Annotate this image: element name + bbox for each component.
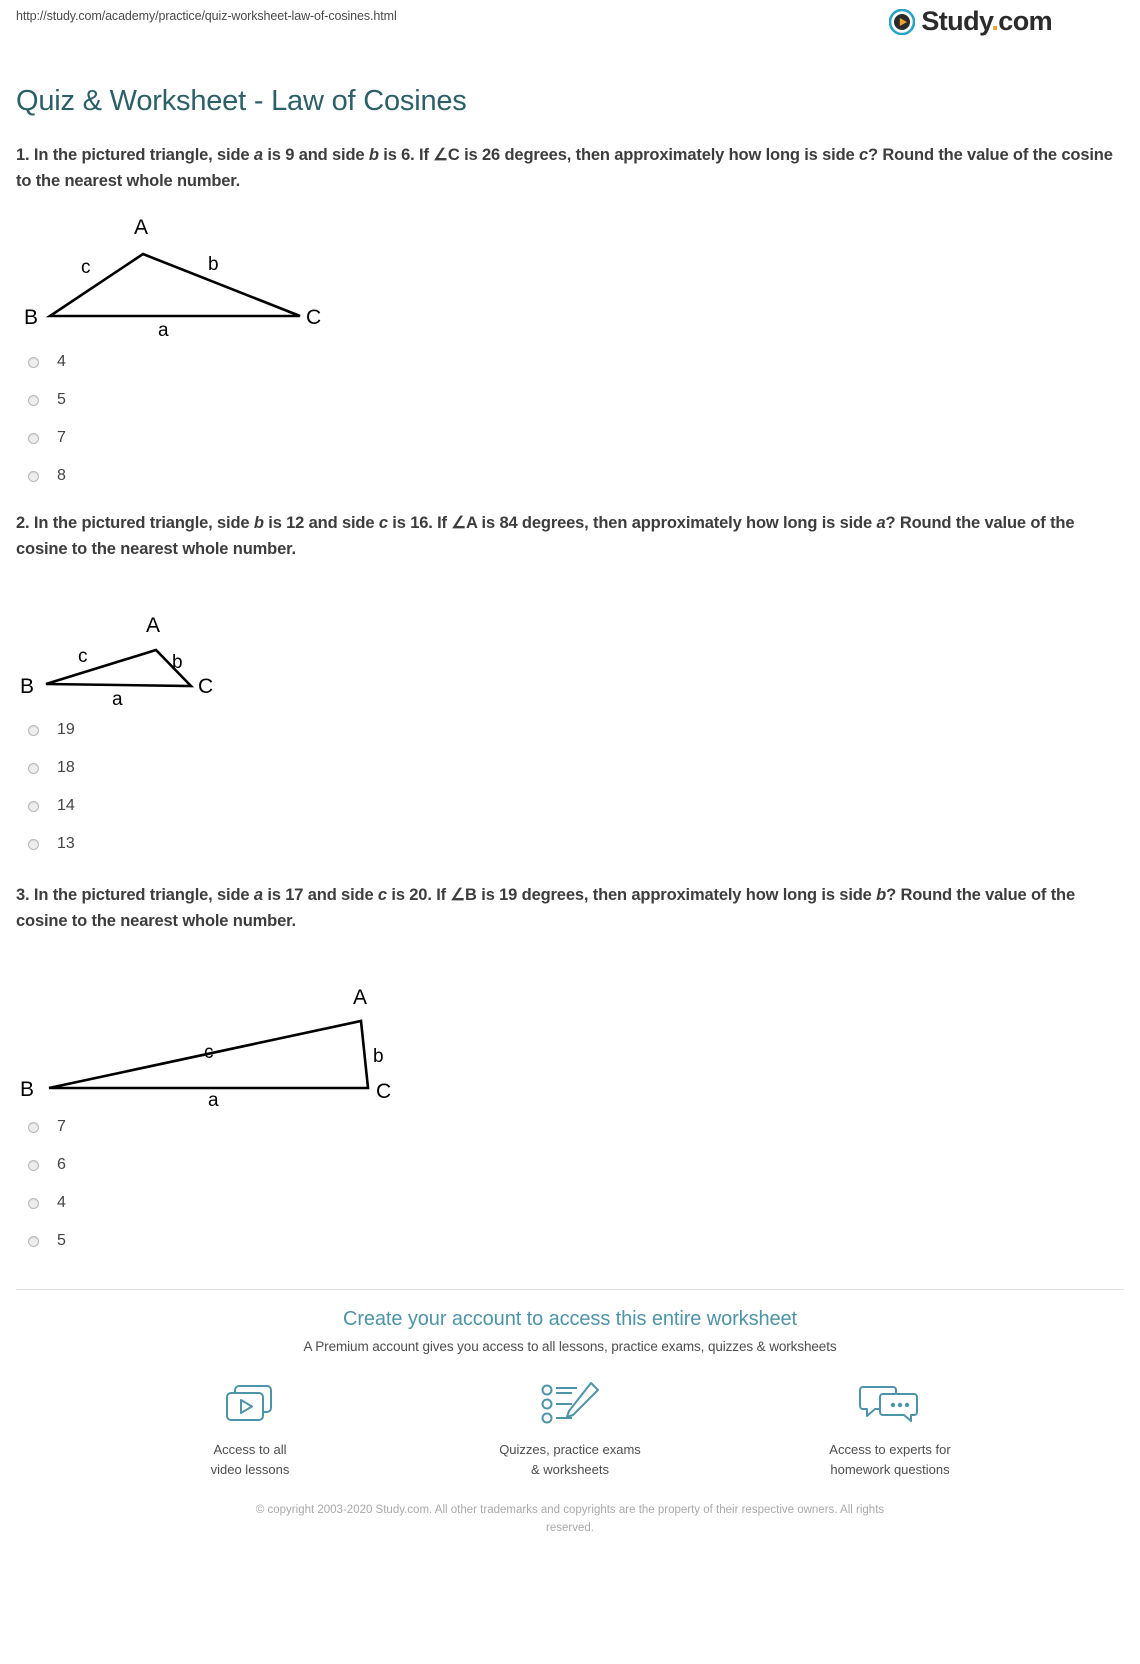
triangle-2-label-B: B [20, 675, 35, 699]
promo-subtitle: A Premium account gives you access to all lessons, practice exams, quizzes & worksheets [303, 1339, 837, 1354]
option-label: 5 [57, 1232, 66, 1250]
question-2-var-b: b [253, 514, 264, 532]
video-player-icon [155, 1378, 345, 1430]
question-3-number: 3. [16, 886, 30, 904]
triangle-3-label-C: C [376, 1080, 392, 1104]
study-com-logo [889, 8, 1052, 35]
radio-button[interactable] [28, 1236, 39, 1247]
question-1-number: 1. [16, 146, 30, 164]
copyright-notice [0, 1502, 1140, 1538]
triangle-3-label-B: B [20, 1078, 35, 1102]
question-1-text [16, 143, 1124, 194]
option-row[interactable] [16, 457, 1124, 495]
radio-button[interactable] [28, 357, 39, 368]
triangle-3-side-c: c [204, 1042, 214, 1064]
question-3-var-c: c [377, 886, 387, 904]
play-circle-icon [889, 9, 915, 35]
option-label: 7 [57, 429, 66, 447]
question-2-line2: Round the value of the cosine to the nearest whole number. [16, 514, 1075, 558]
option-label: 13 [57, 835, 75, 853]
question-1-var-c: c [859, 146, 869, 164]
triangle-1-label-B: B [24, 306, 39, 330]
option-row[interactable] [16, 825, 1124, 863]
brand-name: Study [921, 6, 992, 36]
triangle-1-side-b: b [208, 254, 219, 276]
question-2-number: 2. [16, 514, 30, 532]
feature-label [155, 1440, 345, 1479]
triangle-2-label-A: A [146, 614, 161, 638]
question-1-options [16, 343, 1124, 495]
triangle-diagram-3 [16, 946, 1124, 1106]
copyright-line-1: © copyright 2003-2020 Study.com. All other trademarks and copyrights are the property of their respective owners. All rights [255, 1504, 885, 1516]
option-label: 19 [57, 721, 75, 739]
question-2-var-a: a [876, 514, 886, 532]
question-3-line1-mid1: is 17 and side [262, 886, 378, 904]
question-block-3 [16, 883, 1124, 1260]
option-row[interactable] [16, 343, 1124, 381]
feature-label-line2: video lessons [210, 1461, 290, 1477]
feature-label-line1: Access to all [213, 1442, 287, 1457]
radio-button[interactable] [28, 1122, 39, 1133]
question-2-line1-mid1: is 12 and side [263, 514, 379, 532]
triangle-1-side-a: a [158, 320, 169, 339]
question-1-line1-pre: In the pictured triangle, side [33, 146, 254, 164]
triangle-1-label-C: C [306, 306, 322, 330]
feature-video-lessons [155, 1378, 345, 1479]
question-2-line1-pre: In the pictured triangle, side [33, 514, 254, 532]
triangle-2-side-b: b [172, 652, 183, 674]
option-row[interactable] [16, 1146, 1124, 1184]
option-row[interactable] [16, 711, 1124, 749]
question-3-line1-end: ? [886, 886, 897, 904]
option-label: 4 [57, 353, 66, 371]
footer-divider [16, 1289, 1124, 1290]
option-label: 18 [57, 759, 75, 777]
promo-title[interactable]: Create your account to access this entire worksheet [342, 1308, 797, 1330]
triangle-2-side-c: c [78, 646, 88, 668]
feature-label-line1: Access to experts for [829, 1442, 951, 1457]
radio-button[interactable] [28, 763, 39, 774]
chat-bubble-icon [795, 1378, 985, 1430]
option-label: 5 [57, 391, 66, 409]
question-block-2 [16, 511, 1124, 863]
triangle-diagram-1 [16, 206, 1124, 338]
promo-section [0, 1308, 1140, 1354]
option-row[interactable] [16, 1184, 1124, 1222]
option-label: 14 [57, 797, 75, 815]
option-row[interactable] [16, 1222, 1124, 1260]
page-title: Quiz & Worksheet - Law of Cosines [16, 85, 467, 118]
feature-label [795, 1440, 985, 1479]
option-row[interactable] [16, 419, 1124, 457]
feature-label-line2: homework questions [830, 1461, 950, 1477]
triangle-2-label-C: C [198, 675, 214, 699]
radio-button[interactable] [28, 1160, 39, 1171]
radio-button[interactable] [28, 395, 39, 406]
question-2-line1-mid2: is 16. If ∠A is 84 degrees, then approximately how long is side [387, 514, 877, 532]
question-1-line1-end: ? [868, 146, 878, 164]
radio-button[interactable] [28, 725, 39, 736]
option-label: 7 [57, 1118, 66, 1136]
option-label: 8 [57, 467, 66, 485]
triangle-3-side-b: b [373, 1046, 384, 1068]
feature-label-line2: & worksheets [530, 1461, 610, 1477]
option-label: 4 [57, 1194, 66, 1212]
brand-dot: . [991, 6, 999, 36]
triangle-1-side-c: c [81, 257, 91, 279]
question-1-line2: Round the value of the cosine to the nearest whole number. [16, 146, 1113, 190]
question-2-line1-end: ? [885, 514, 896, 532]
brand-wordmark [921, 8, 1052, 35]
triangle-2-side-a: a [112, 689, 123, 707]
promo-features [0, 1378, 1140, 1479]
brand-tld: com [998, 6, 1052, 36]
radio-button[interactable] [28, 1198, 39, 1209]
triangle-1-label-A: A [134, 216, 149, 240]
question-3-line1-mid2: is 20. If ∠B is 19 degrees, then approximately how long is side [386, 886, 877, 904]
option-row[interactable] [16, 787, 1124, 825]
feature-label [475, 1440, 665, 1479]
question-3-text [16, 883, 1124, 934]
option-row[interactable] [16, 381, 1124, 419]
triangle-3-label-A: A [353, 986, 368, 1010]
quiz-pencil-icon [475, 1378, 665, 1430]
question-1-line1-mid1: is 9 and side [262, 146, 369, 164]
radio-button[interactable] [28, 839, 39, 850]
option-row[interactable] [16, 749, 1124, 787]
question-2-text [16, 511, 1124, 562]
option-label: 6 [57, 1156, 66, 1174]
triangle-3-side-a: a [208, 1090, 219, 1107]
question-1-line1-mid2: is 6. If ∠C is 26 degrees, then approximately how long is side [378, 146, 859, 164]
question-block-1 [16, 143, 1124, 495]
question-2-var-c: c [378, 514, 388, 532]
question-2-options [16, 711, 1124, 863]
radio-button[interactable] [28, 471, 39, 482]
feature-label-line1: Quizzes, practice exams [499, 1442, 641, 1457]
question-3-line1-pre: In the pictured triangle, side [33, 886, 254, 904]
option-row[interactable] [16, 1108, 1124, 1146]
radio-button[interactable] [28, 433, 39, 444]
question-1-var-b: b [368, 146, 379, 164]
feature-expert-help [795, 1378, 985, 1479]
feature-quizzes-worksheets [475, 1378, 665, 1479]
triangle-diagram-2 [16, 574, 1124, 706]
url-bar: http://study.com/academy/practice/quiz-worksheet-law-of-cosines.html [16, 9, 397, 23]
question-3-options [16, 1108, 1124, 1260]
question-1-var-a: a [253, 146, 263, 164]
copyright-line-2: reserved. [546, 1521, 594, 1534]
question-3-line2: Round the value of the cosine to the nearest whole number. [16, 886, 1076, 930]
radio-button[interactable] [28, 801, 39, 812]
question-3-var-b: b [876, 886, 887, 904]
question-3-var-a: a [253, 886, 263, 904]
